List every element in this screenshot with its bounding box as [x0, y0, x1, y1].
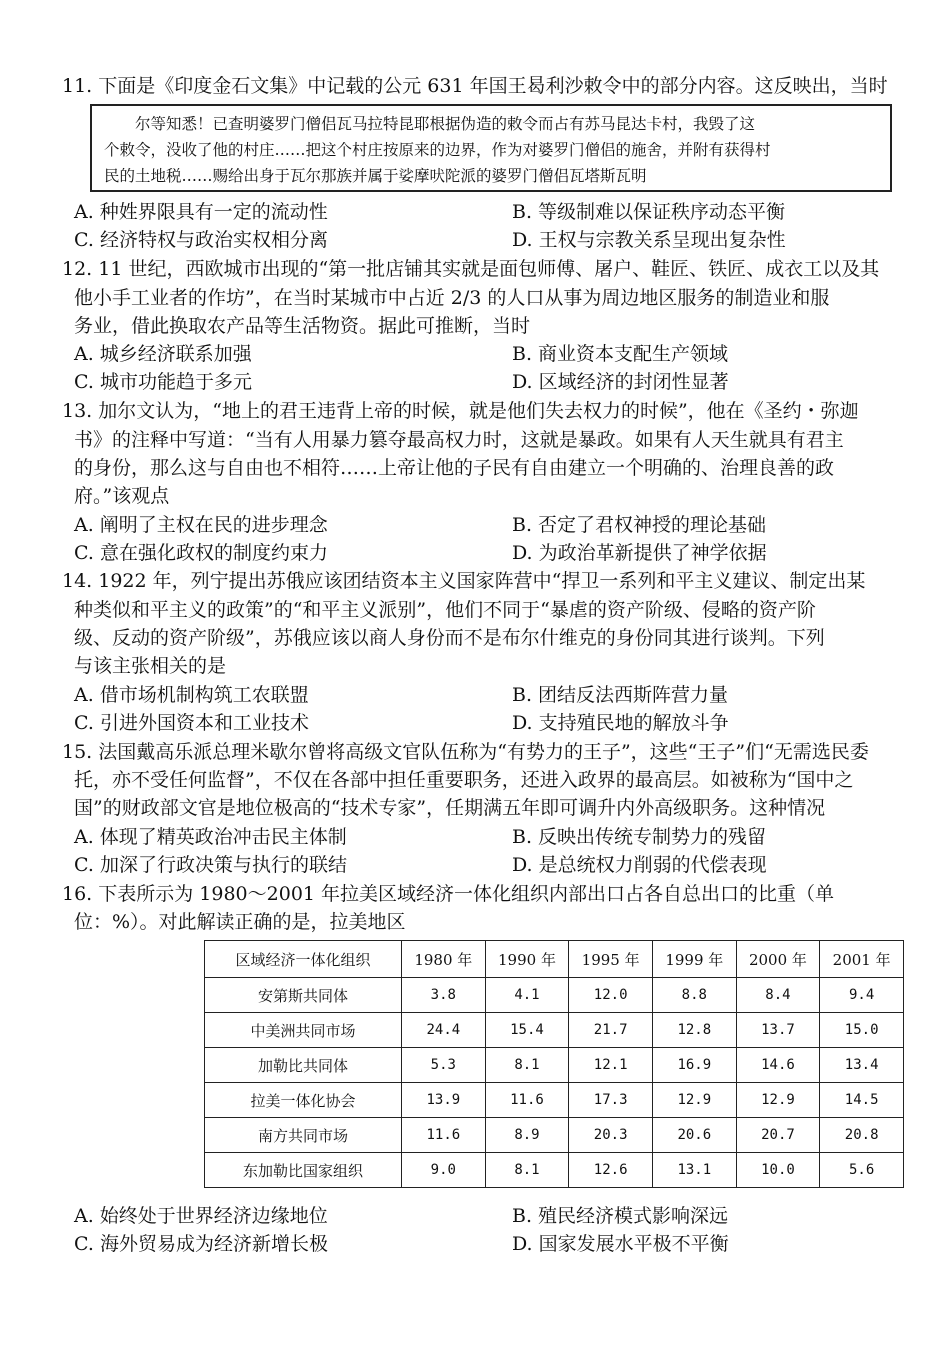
export-share-value-cell: 5.6	[820, 1153, 904, 1188]
q11-option-b[interactable]: B. 等级制难以保证秩序动态平衡	[512, 201, 786, 223]
q11-quote-line: 民的土地税……赐给出身于瓦尔那族并属于娑摩吠陀派的婆罗门僧侣瓦塔斯瓦明	[104, 167, 647, 185]
q16-stem-line: 16. 下表所示为 1980～2001 年拉美区域经济一体化组织内部出口占各自总出口的比重（单	[62, 883, 835, 905]
q15-option-c[interactable]: C. 加深了行政决策与执行的联结	[74, 854, 347, 876]
table-header-row	[205, 941, 904, 978]
export-share-value-cell: 20.7	[736, 1118, 820, 1153]
q15-option-a[interactable]: A. 体现了精英政治冲击民主体制	[74, 826, 347, 848]
table-row	[205, 1118, 904, 1153]
export-share-value-cell: 12.8	[652, 1013, 736, 1048]
q13-stem-line: 13. 加尔文认为，“地上的君王违背上帝的时候，就是他们失去权力的时候”，他在《圣约・弥迦	[62, 400, 859, 422]
export-share-value-cell: 15.0	[820, 1013, 904, 1048]
export-share-value-cell: 3.8	[402, 978, 486, 1013]
q16-option-d[interactable]: D. 国家发展水平极不平衡	[512, 1233, 729, 1255]
export-share-value-cell: 11.6	[485, 1083, 569, 1118]
export-share-value-cell: 16.9	[652, 1048, 736, 1083]
organization-name-cell: 拉美一体化协会	[205, 1083, 402, 1118]
q12-option-d[interactable]: D. 区域经济的封闭性显著	[512, 371, 729, 393]
q13-option-d[interactable]: D. 为政治革新提供了神学依据	[512, 542, 767, 564]
q13-option-c[interactable]: C. 意在强化政权的制度约束力	[74, 542, 328, 564]
organization-name-cell: 安第斯共同体	[205, 978, 402, 1013]
export-share-value-cell: 12.9	[652, 1083, 736, 1118]
q12-stem-line: 他小手工业者的作坊”，在当时某城市中占近 2/3 的人口从事为周边地区服务的制造业和服	[74, 287, 830, 309]
column-header: 2001 年	[820, 941, 904, 978]
export-share-value-cell: 8.1	[485, 1048, 569, 1083]
column-header: 1990 年	[485, 941, 569, 978]
organization-name-cell: 东加勒比国家组织	[205, 1153, 402, 1188]
export-share-value-cell: 4.1	[485, 978, 569, 1013]
export-share-value-cell: 13.1	[652, 1153, 736, 1188]
q12-option-b[interactable]: B. 商业资本支配生产领域	[512, 343, 729, 365]
q11-quote-line: 尔等知悉！已查明婆罗门僧侣瓦马拉特昆耶根据伪造的敕令而占有苏马昆达卡村，我毁了这	[135, 115, 756, 133]
export-share-value-cell: 8.8	[652, 978, 736, 1013]
column-header: 区域经济一体化组织	[205, 941, 402, 978]
column-header: 1995 年	[569, 941, 653, 978]
export-share-value-cell: 21.7	[569, 1013, 653, 1048]
q12-stem-line: 务业，借此换取农产品等生活物资。据此可推断，当时	[74, 315, 531, 337]
export-share-value-cell: 8.1	[485, 1153, 569, 1188]
column-header: 1980 年	[402, 941, 486, 978]
column-header: 2000 年	[736, 941, 820, 978]
export-share-table	[204, 940, 904, 1188]
organization-name-cell: 中美洲共同市场	[205, 1013, 402, 1048]
export-share-value-cell: 24.4	[402, 1013, 486, 1048]
q11-quote-line: 个敕令，没收了他的村庄……把这个村庄按原来的边界，作为对婆罗门僧侣的施舍，并附有获得村	[104, 141, 771, 159]
q13-option-b[interactable]: B. 否定了君权神授的理论基础	[512, 514, 767, 536]
q15-option-d[interactable]: D. 是总统权力削弱的代偿表现	[512, 854, 767, 876]
q14-stem-line: 14. 1922 年，列宁提出苏俄应该团结资本主义国家阵营中“捍卫一系列和平主义建议、制定出某	[62, 570, 866, 592]
export-share-value-cell: 8.9	[485, 1118, 569, 1153]
q14-stem-line: 种类似和平主义的政策”的“和平主义派别”，他们不同于“暴虐的资产阶级、侵略的资产阶	[74, 599, 816, 621]
column-header: 1999 年	[652, 941, 736, 978]
q14-option-c[interactable]: C. 引进外国资本和工业技术	[74, 712, 309, 734]
export-share-value-cell: 14.6	[736, 1048, 820, 1083]
export-share-value-cell: 17.3	[569, 1083, 653, 1118]
q16-option-c[interactable]: C. 海外贸易成为经济新增长极	[74, 1233, 328, 1255]
export-share-value-cell: 5.3	[402, 1048, 486, 1083]
export-share-value-cell: 20.6	[652, 1118, 736, 1153]
export-share-value-cell: 12.0	[569, 978, 653, 1013]
export-share-value-cell: 9.4	[820, 978, 904, 1013]
export-share-value-cell: 15.4	[485, 1013, 569, 1048]
q13-stem-line: 府。”该观点	[74, 485, 170, 507]
q14-option-b[interactable]: B. 团结反法西斯阵营力量	[512, 684, 729, 706]
q11-option-a[interactable]: A. 种姓界限具有一定的流动性	[74, 201, 328, 223]
export-share-value-cell: 13.9	[402, 1083, 486, 1118]
export-share-value-cell: 13.7	[736, 1013, 820, 1048]
organization-name-cell: 南方共同市场	[205, 1118, 402, 1153]
q16-stem-line: 位：%）。对此解读正确的是，拉美地区	[74, 911, 406, 933]
organization-name-cell: 加勒比共同体	[205, 1048, 402, 1083]
export-share-value-cell: 12.9	[736, 1083, 820, 1118]
export-share-value-cell: 10.0	[736, 1153, 820, 1188]
q13-stem-line: 的身份，那么这与自由也不相符……上帝让他的子民有自由建立一个明确的、治理良善的政	[74, 457, 835, 479]
q15-stem-line: 国”的财政部文官是地位极高的“技术专家”，任期满五年即可调升内外高级职务。这种情况	[74, 797, 826, 819]
q11-quote-box	[90, 104, 892, 192]
q11-stem: 11. 下面是《印度金石文集》中记载的公元 631 年国王曷利沙敕令中的部分内容。这反映出，当时	[62, 75, 888, 97]
export-share-value-cell: 9.0	[402, 1153, 486, 1188]
export-share-value-cell: 13.4	[820, 1048, 904, 1083]
q14-option-d[interactable]: D. 支持殖民地的解放斗争	[512, 712, 729, 734]
table-row	[205, 1048, 904, 1083]
table-row	[205, 1013, 904, 1048]
export-share-value-cell: 8.4	[736, 978, 820, 1013]
q14-option-a[interactable]: A. 借市场机制构筑工农联盟	[74, 684, 309, 706]
q15-option-b[interactable]: B. 反映出传统专制势力的残留	[512, 826, 767, 848]
table-row	[205, 1083, 904, 1118]
export-share-value-cell: 12.6	[569, 1153, 653, 1188]
q13-option-a[interactable]: A. 阐明了主权在民的进步理念	[74, 514, 328, 536]
q15-stem-line: 15. 法国戴高乐派总理米歇尔曾将高级文官队伍称为“有势力的王子”，这些“王子”们“无需选民委	[62, 741, 869, 763]
export-share-value-cell: 12.1	[569, 1048, 653, 1083]
q11-option-c[interactable]: C. 经济特权与政治实权相分离	[74, 229, 328, 251]
export-share-value-cell: 14.5	[820, 1083, 904, 1118]
q16-option-b[interactable]: B. 殖民经济模式影响深远	[512, 1205, 729, 1227]
export-share-value-cell: 11.6	[402, 1118, 486, 1153]
table-row	[205, 978, 904, 1013]
table-row	[205, 1153, 904, 1188]
q15-stem-line: 托，亦不受任何监督”，不仅在各部中担任重要职务，还进入政界的最高层。如被称为“国中之	[74, 769, 854, 791]
q11-option-d[interactable]: D. 王权与宗教关系呈现出复杂性	[512, 229, 786, 251]
q13-stem-line: 书》的注释中写道：“当有人用暴力篡夺最高权力时，这就是暴政。如果有人天生就具有君主	[74, 429, 844, 451]
q16-option-a[interactable]: A. 始终处于世界经济边缘地位	[74, 1205, 328, 1227]
q14-stem-line: 级、反动的资产阶级”，苏俄应该以商人身份而不是布尔什维克的身份同其进行谈判。下列	[74, 627, 825, 649]
q12-option-a[interactable]: A. 城乡经济联系加强	[74, 343, 252, 365]
q12-stem-line: 12. 11 世纪，西欧城市出现的“第一批店铺其实就是面包师傅、屠户、鞋匠、铁匠、成衣工以及其	[62, 258, 880, 280]
export-share-value-cell: 20.3	[569, 1118, 653, 1153]
q14-stem-line: 与该主张相关的是	[74, 655, 227, 677]
q12-option-c[interactable]: C. 城市功能趋于多元	[74, 371, 252, 393]
export-share-value-cell: 20.8	[820, 1118, 904, 1153]
